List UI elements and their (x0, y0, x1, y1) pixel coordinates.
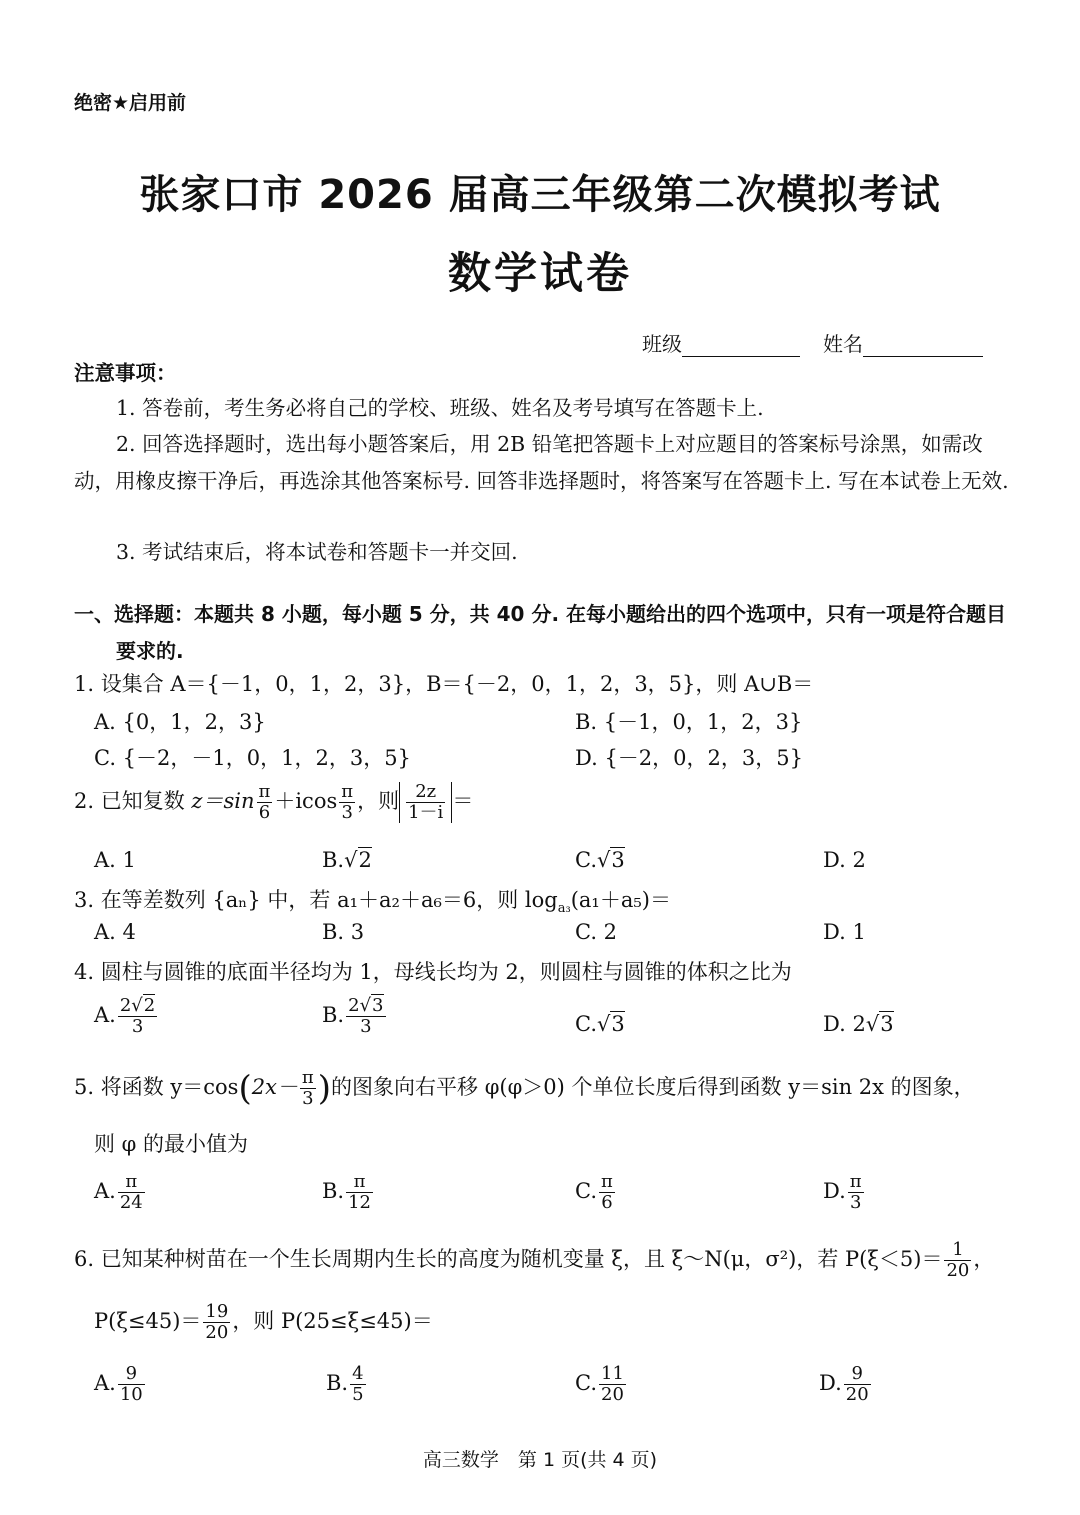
q4-option-d: D. 2√3 (823, 1012, 894, 1036)
notice-item-3: 3. 考试结束后，将本试卷和答题卡一并交回. (116, 540, 518, 564)
q5-option-a: A. $\frac{\pi}{24}$ (94, 1171, 143, 1213)
question-6: 6. 已知某种树苗在一个生长周期内生长的高度为随机变量 ξ，且 ξ～N(μ，σ²)，若 P(ξ＜5)＝ $\frac{1}{20}$ ， (74, 1239, 995, 1281)
name-field (823, 328, 983, 357)
exam-subject-title: 数学试卷 (448, 249, 632, 299)
q6-option-d: D. $\frac{9}{20}$ (819, 1363, 869, 1405)
exam-title: 张家口市 2026 届高三年级第二次模拟考试 (139, 172, 941, 218)
q5-option-c: C. $\frac{\pi}{6}$ (575, 1171, 613, 1213)
question-3: 3. 在等差数列 {aₙ} 中，若 a₁＋a₂＋a₆＝6，则 $\log_{a_3}(a_1+a_5)=$ (74, 888, 671, 917)
confidential-label: 绝密★启用前 (74, 92, 187, 114)
notice-item-2: 2. 回答选择题时，选出每小题答案后，用 2B 铅笔把答题卡上对应题目的答案标号涂黑，如需改动，用橡皮擦干净后，再选涂其他答案标号. 回答非选择题时，将答案写在答题卡上. 写在本试卷上无效. (74, 432, 1009, 493)
q1-option-c: C. {－2，－1，0，1，2，3，5} (94, 746, 411, 770)
q3-option-a: A. 4 (94, 920, 136, 944)
q3-option-d: D. 1 (823, 920, 866, 944)
q3-option-c: C. 2 (575, 920, 618, 944)
q5-option-b: B. $\frac{\pi}{12}$ (322, 1171, 372, 1213)
class-field (642, 328, 800, 357)
q2-option-b: B.√2 (322, 848, 372, 872)
q2-option-d: D. 2 (823, 848, 866, 872)
question-6-line2: P(ξ≤45)＝ $\frac{19}{20}$ ，则 P(25≤ξ≤45)＝ (94, 1301, 433, 1343)
name-label: 姓名 (823, 332, 863, 356)
notice-heading: 注意事项： (74, 361, 177, 385)
q1-option-a: A. {0，1，2，3} (94, 710, 266, 734)
question-4: 4. 圆柱与圆锥的底面半径均为 1，母线长均为 2，则圆柱与圆锥的体积之比为 (74, 960, 792, 984)
q4-option-a: A. $\frac{2√2}{3}$ (94, 995, 156, 1037)
q6-option-c: C. $\frac{11}{20}$ (575, 1363, 624, 1405)
section-heading: 一、选择题：本题共 8 小题，每小题 5 分，共 40 分. 在每小题给出的四个选项中，只有一项是符合题目要求的. (74, 602, 1007, 663)
question-2: 2. 已知复数 z＝sin $\frac{\pi}{6}$ ＋icos $\frac{\pi}{3}$ ，则 $\frac{2z}{1-i}$ ＝ (74, 781, 474, 823)
q4-option-c: C.√3 (575, 1012, 625, 1036)
q2-option-c: C.√3 (575, 848, 625, 872)
page-footer: 高三数学 第 1 页(共 4 页) (422, 1449, 658, 1471)
question-1: 1. 设集合 A＝{－1，0，1，2，3}，B＝{－2，0，1，2，3，5}，则 A∪B＝ (74, 672, 814, 696)
class-blank (682, 336, 800, 357)
q1-option-b: B. {－1，0，1，2，3} (575, 710, 803, 734)
question-5-line2: 则 φ 的最小值为 (94, 1132, 249, 1156)
q4-option-b: B. $\frac{2√3}{3}$ (322, 995, 384, 1037)
q2-option-a: A. 1 (94, 848, 136, 872)
q5-option-d: D. $\frac{\pi}{3}$ (823, 1171, 862, 1213)
class-label: 班级 (642, 332, 682, 356)
question-5: 5. 将函数 y＝cos(2x－ $\frac{\pi}{3}$ )的图象向右平移 φ(φ＞0) 个单位长度后得到函数 y＝sin 2x 的图象， (74, 1067, 975, 1109)
q6-option-a: A. $\frac{9}{10}$ (94, 1363, 143, 1405)
q6-option-b: B. $\frac{4}{5}$ (326, 1363, 364, 1405)
q1-option-d: D. {－2，0，2，3，5} (575, 746, 803, 770)
name-blank (863, 336, 983, 357)
q3-option-b: B. 3 (322, 920, 365, 944)
notice-item-1: 1. 答卷前，考生务必将自己的学校、班级、姓名及考号填写在答题卡上. (116, 396, 764, 420)
